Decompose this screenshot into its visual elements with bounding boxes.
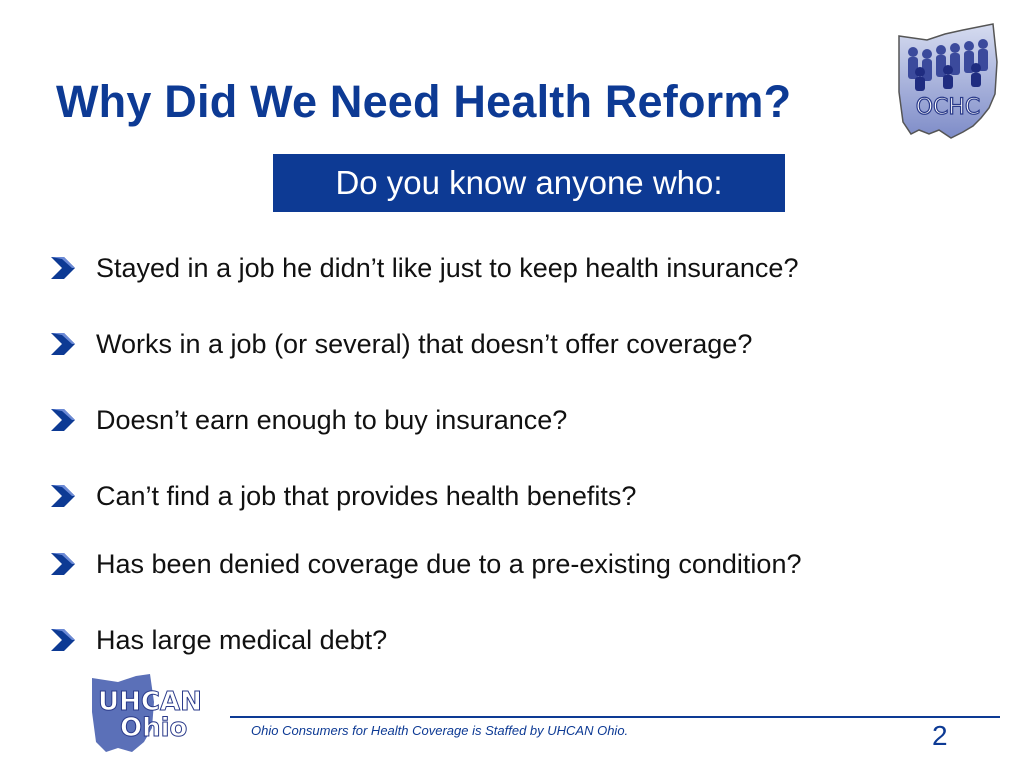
bullet-item (48, 620, 387, 660)
chevron-right-icon (48, 331, 78, 357)
uhcan-logo-line1: UHCAN (98, 687, 202, 717)
slide-title: Why Did We Need Health Reform? (56, 76, 792, 127)
chevron-right-icon (48, 627, 78, 653)
bullet-text: Has been denied coverage due to a pre-existing condition? (96, 548, 802, 579)
subtitle-text: Do you know anyone who: (335, 164, 723, 201)
chevron-right-icon (48, 483, 78, 509)
bullet-item (48, 544, 801, 584)
bullet-item (48, 324, 752, 364)
chevron-right-icon (48, 551, 78, 577)
bullet-text: Doesn’t earn enough to buy insurance? (96, 404, 568, 435)
uhcan-ohio-logo (88, 672, 218, 754)
bullet-text: Has large medical debt? (96, 624, 388, 655)
page-number: 2 (932, 720, 948, 751)
footer-divider (230, 716, 1000, 718)
bullet-item (48, 248, 798, 288)
bullet-text: Stayed in a job he didn’t like just to keep health insurance? (96, 252, 799, 283)
uhcan-logo-line2: Ohio (120, 713, 188, 743)
ochc-logo-text: OCHC (915, 95, 981, 120)
chevron-right-icon (48, 255, 78, 281)
bullet-item (48, 476, 636, 516)
chevron-right-icon (48, 407, 78, 433)
footer-text: Ohio Consumers for Health Coverage is Staffed by UHCAN Ohio. (251, 723, 629, 738)
bullet-text: Can’t find a job that provides health benefits? (96, 480, 637, 511)
bullet-text: Works in a job (or several) that doesn’t offer coverage? (96, 328, 753, 359)
bullet-item (48, 400, 567, 440)
